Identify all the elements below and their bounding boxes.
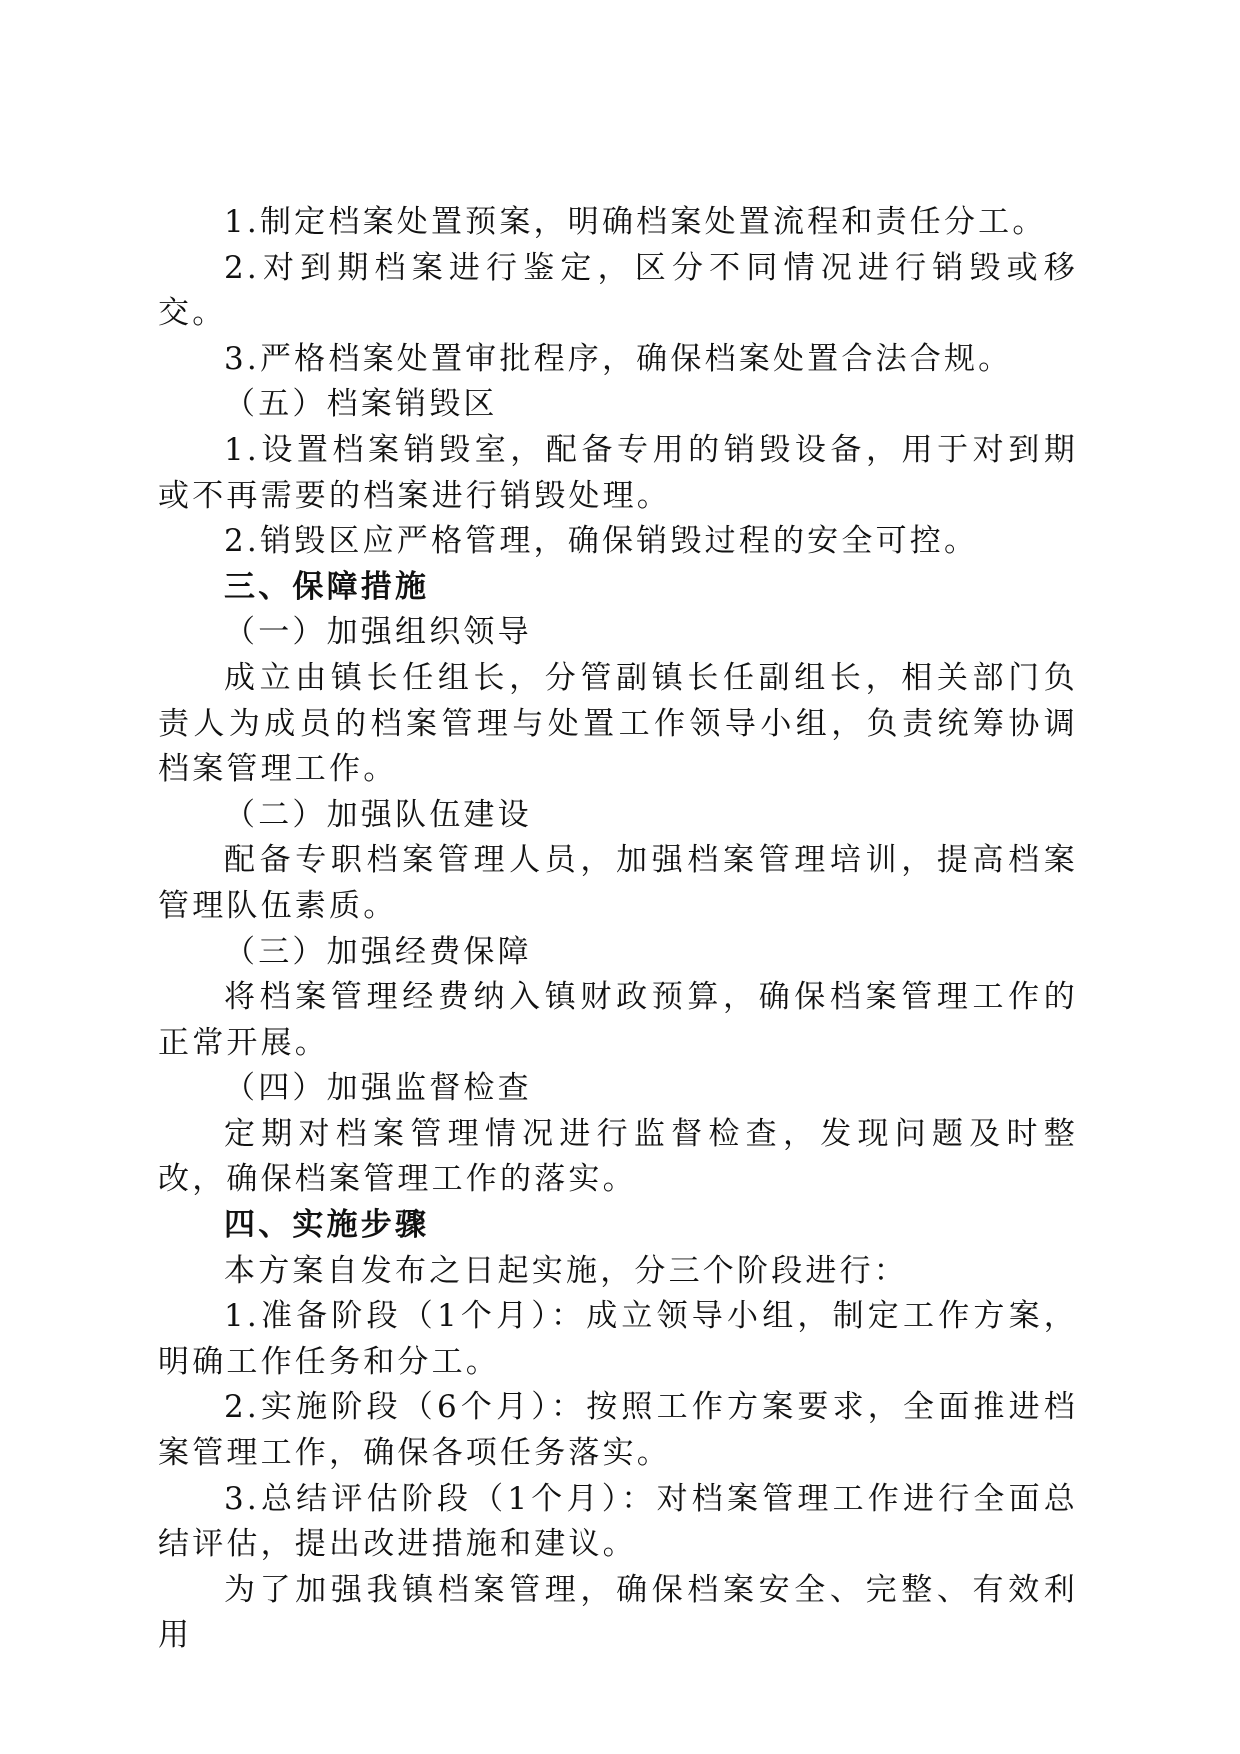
paragraph: 定期对档案管理情况进行监督检查，发现问题及时整改，确保档案管理工作的落实。 xyxy=(158,1115,1078,1198)
paragraph: 2.销毁区应严格管理，确保销毁过程的安全可控。 xyxy=(224,523,979,560)
paragraph: 1.制定档案处置预案，明确档案处置流程和责任分工。 xyxy=(224,204,1047,240)
paragraph: 2.对到期档案进行鉴定，区分不同情况进行销毁或移交。 xyxy=(158,249,1078,332)
paragraph: 配备专职档案管理人员，加强档案管理培训，提高档案管理队伍素质。 xyxy=(158,842,1078,924)
subheading: （五）档案销毁区 xyxy=(224,386,498,423)
paragraph: 将档案管理经费纳入镇财政预算，确保档案管理工作的正常开展。 xyxy=(158,979,1078,1061)
paragraph: 本方案自发布之日起实施，分三个阶段进行： xyxy=(224,1252,908,1289)
section-heading: 四、实施步骤 xyxy=(224,1207,430,1244)
subheading: （二）加强队伍建设 xyxy=(224,796,532,833)
subheading: （四）加强监督检查 xyxy=(224,1070,532,1107)
paragraph: 成立由镇长任组长，分管副镇长任副组长，相关部门负责人为成员的档案管理与处置工作领导小组，负责统筹协调档案管理工作。 xyxy=(158,659,1078,788)
section-heading: 三、保障措施 xyxy=(224,568,430,605)
paragraph: 3.总结评估阶段（1个月）：对档案管理工作进行全面总结评估，提出改进措施和建议。 xyxy=(158,1480,1078,1563)
paragraph: 3.严格档案处置审批程序，确保档案处置合法合规。 xyxy=(224,340,1013,377)
paragraph: 为了加强我镇档案管理，确保档案安全、完整、有效利用 xyxy=(158,1571,1078,1654)
paragraph: 1.设置档案销毁室，配备专用的销毁设备，用于对到期或不再需要的档案进行销毁处理。 xyxy=(158,431,1078,514)
paragraph: 1.准备阶段（1个月）：成立领导小组，制定工作方案，明确工作任务和分工。 xyxy=(158,1298,1078,1380)
subheading: （一）加强组织领导 xyxy=(224,614,532,651)
subheading: （三）加强经费保障 xyxy=(224,933,532,970)
paragraph: 2.实施阶段（6个月）：按照工作方案要求，全面推进档案管理工作，确保各项任务落实。 xyxy=(158,1389,1078,1472)
document-page xyxy=(158,200,1078,1659)
